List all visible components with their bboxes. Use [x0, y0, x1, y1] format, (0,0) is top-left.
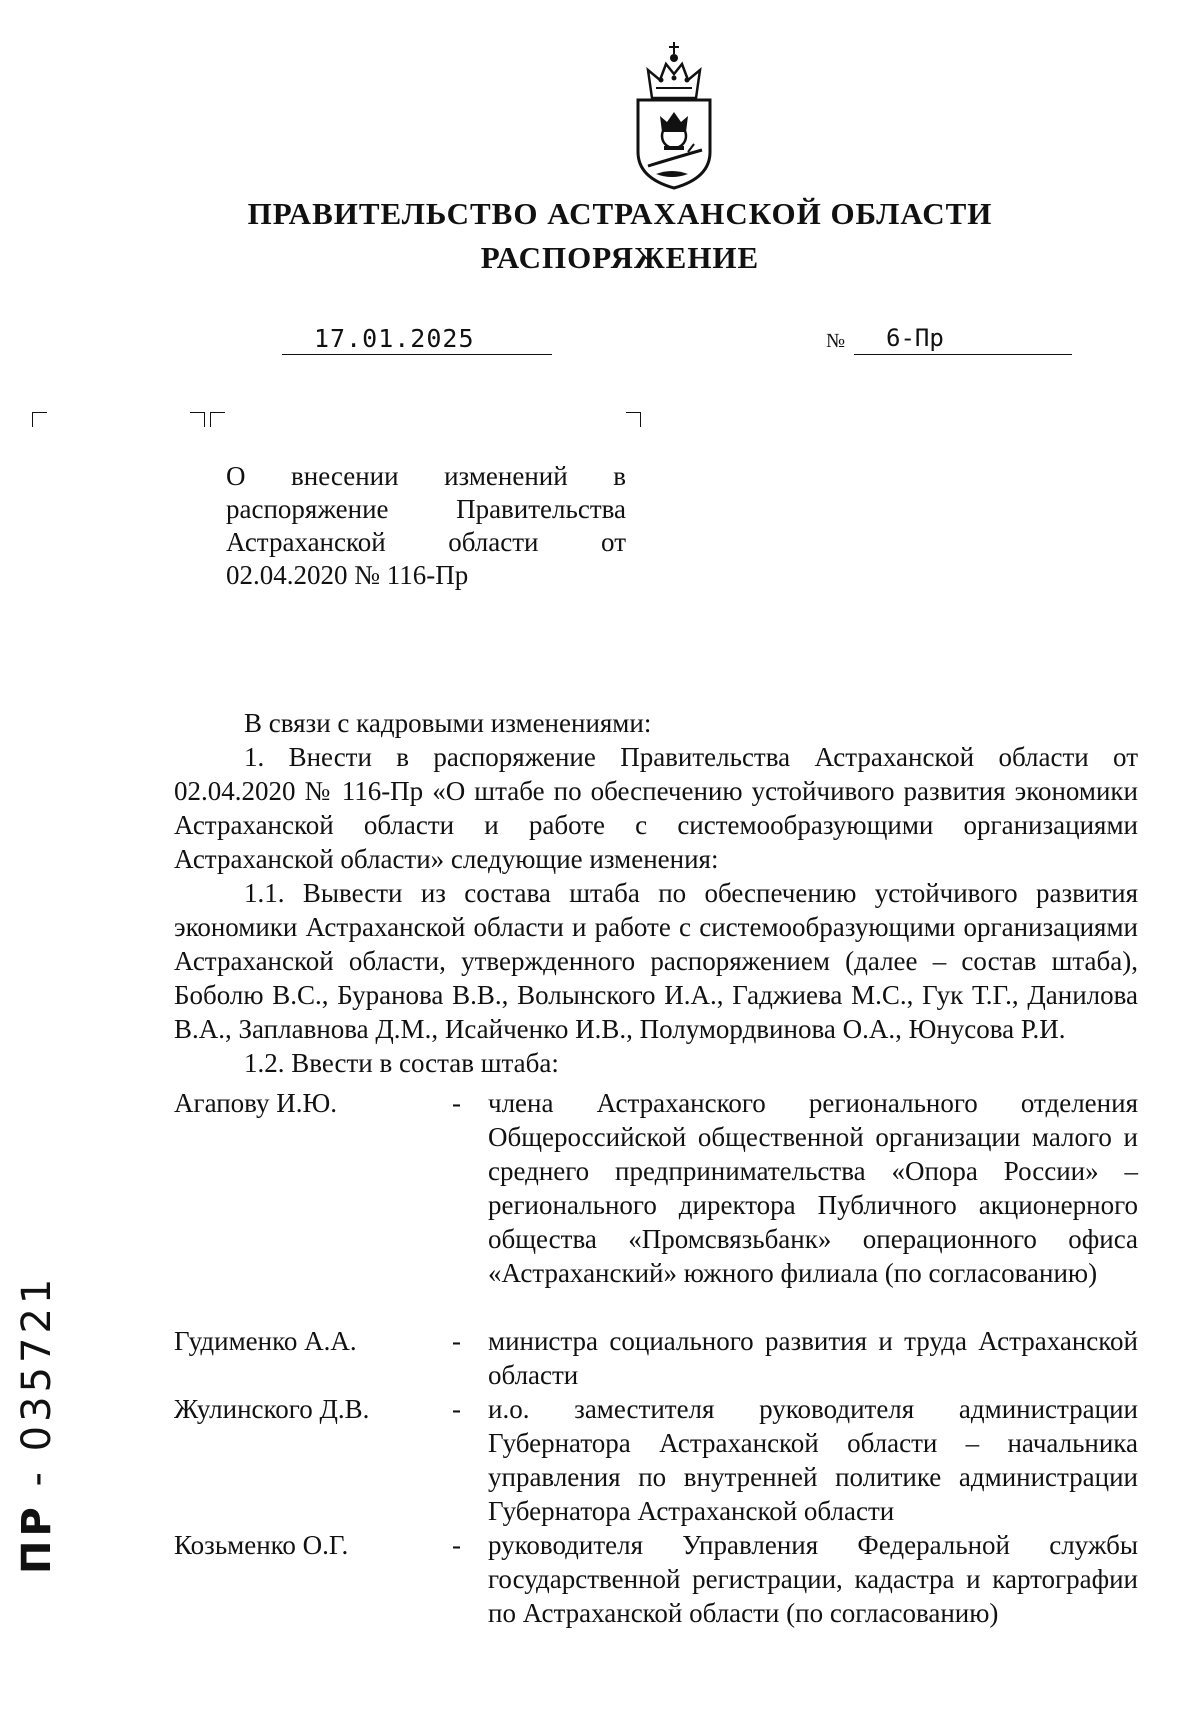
number-value: 6-Пр	[886, 324, 944, 352]
member-dash: -	[452, 1394, 461, 1424]
number-sign: №	[826, 330, 846, 352]
corner-mark-subject-left-b	[210, 412, 225, 427]
document-type-title: РАСПОРЯЖЕНИЕ	[480, 240, 760, 275]
member-dash: -	[452, 1326, 461, 1356]
number-underline	[854, 354, 1072, 355]
corner-mark-subject-right	[626, 412, 641, 427]
item-1-1-paragraph: 1.1. Вывести из состава штаба по обеспечению устойчивого развития экономики Астраханской области и работе с системообразующими организациями Астраханской области, утвержденного распоряжением (далее – состав штаба), Боболю В.С., Буранова В.В., Волынского И.А., Гаджиева М.С., Гук Т.Г., Данилова В.А., Заплавнова Д.М., Исайченко И.В., Полумордвинова О.А., Юнусова Р.И.	[174, 878, 1138, 1044]
member-name: Агапову И.Ю.	[174, 1088, 337, 1118]
member-name: Козьменко О.Г.	[174, 1530, 349, 1560]
side-serial-stamp	[14, 1275, 60, 1574]
member-role: и.о. заместителя руководителя администрации Губернатора Астраханской области – начальника управления по внутренней политике администрации Губернатора Астраханской области	[488, 1394, 1138, 1526]
date-value: 17.01.2025	[314, 324, 475, 353]
member-name: Жулинского Д.В.	[174, 1394, 370, 1424]
member-role: члена Астраханского регионального отделения Общероссийской общественной организации малого и среднего предпринимательства «Опора России» – регионального директора Публичного акционерного общества «Промсвязьбанк» операционного офиса «Астраханский» южного филиала (по согласованию)	[488, 1088, 1138, 1288]
serial-prefix: ПР	[14, 1503, 60, 1574]
government-title: ПРАВИТЕЛЬСТВО АСТРАХАНСКОЙ ОБЛАСТИ	[247, 196, 993, 231]
corner-mark-subject-left-a	[190, 412, 205, 427]
member-name: Гудименко А.А.	[174, 1326, 357, 1356]
serial-code: - 035721	[14, 1274, 60, 1487]
member-role: руководителя Управления Федеральной службы государственной регистрации, кадастра и картографии по Астраханской области (по согласованию)	[488, 1530, 1138, 1628]
corner-mark-left	[32, 412, 47, 427]
coat-of-arms-icon	[628, 40, 720, 190]
item-1-paragraph: 1. Внести в распоряжение Правительства Астраханской области от 02.04.2020 № 116-Пр «О штабе по обеспечению устойчивого развития экономики Астраханской области и работе с системообразующими организациями Астраханской области» следующие изменения:	[174, 742, 1138, 874]
date-underline	[282, 354, 552, 355]
item-1-2-paragraph: 1.2. Ввести в состав штаба:	[244, 1048, 559, 1078]
document-subject: О внесении изменений в распоряжение Правительства Астраханской области от 02.04.2020 № 116-Пр	[226, 461, 626, 590]
preamble-paragraph: В связи с кадровыми изменениями:	[244, 708, 652, 738]
member-dash: -	[452, 1530, 461, 1560]
member-role: министра социального развития и труда Астраханской области	[488, 1326, 1138, 1390]
member-dash: -	[452, 1088, 461, 1118]
document-body	[174, 706, 1138, 1080]
